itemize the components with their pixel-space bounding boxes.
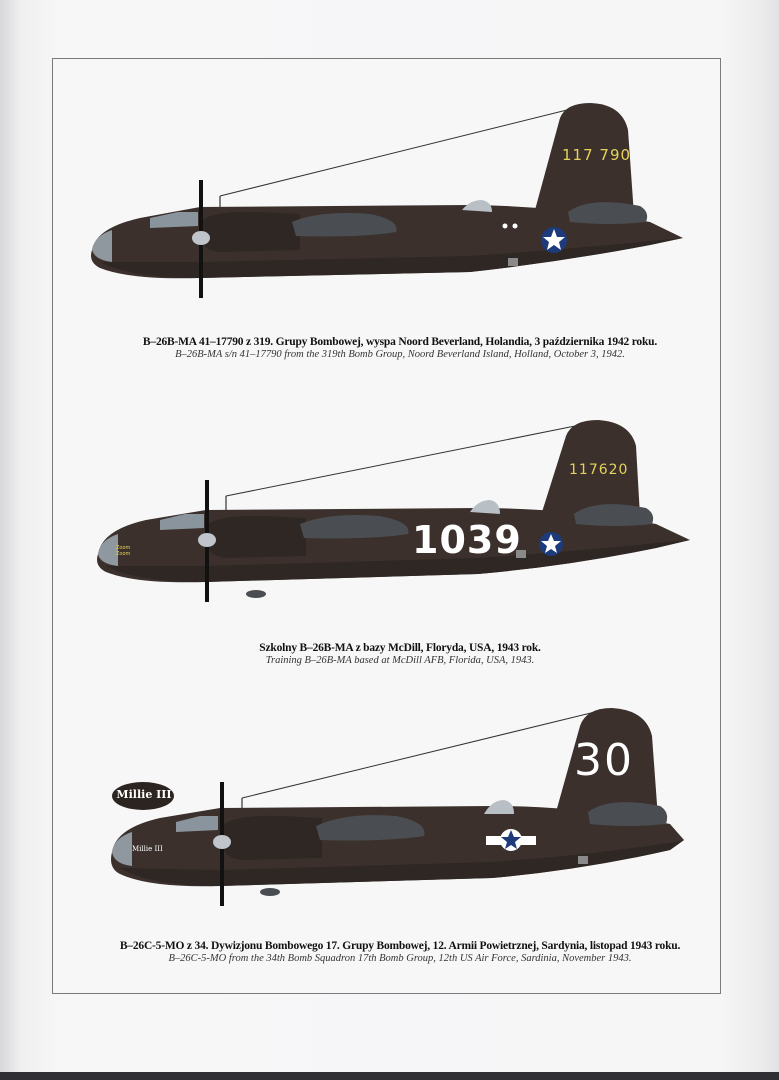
tail-number-2: 117620	[569, 462, 629, 478]
caption-3	[90, 940, 710, 964]
nose-text-2: Zoom Zoom	[116, 545, 131, 557]
caption-1	[90, 336, 710, 360]
caption-1-english: B–26B-MA s/n 41–17790 from the 319th Bomb Group, Noord Beverland Island, Holland, October 3, 1942.	[175, 349, 625, 360]
tail-number-1: 117 790	[562, 146, 632, 164]
b26-profile-3	[0, 700, 779, 915]
caption-1-polish: B–26B-MA 41–17790 z 319. Grupy Bombowej, wyspa Noord Beverland, Holandia, 3 października 1942 roku.	[142, 336, 658, 348]
caption-2-english: Training B–26B-MA based at McDill AFB, Florida, USA, 1943.	[265, 655, 535, 666]
fuselage-code-2: 1039	[412, 518, 522, 562]
page-bottom-edge	[0, 1072, 779, 1080]
tail-number-3: 30	[574, 735, 634, 786]
b26-profile-1	[0, 95, 779, 310]
caption-2	[90, 642, 710, 666]
nose-art-badge-3: Millie III	[116, 788, 172, 801]
nose-art-fuselage-3: Millie III	[132, 845, 163, 853]
caption-2-polish: Szkolny B–26B-MA z bazy McDill, Floryda, USA, 1943 rok.	[259, 642, 541, 654]
b26-profile-2	[0, 415, 779, 615]
caption-3-polish: B–26C-5-MO z 34. Dywizjonu Bombowego 17. Grupy Bombowej, 12. Armii Powietrznej, Sardynia, listopad 1943 roku.	[119, 940, 681, 952]
caption-3-english: B–26C-5-MO from the 34th Bomb Squadron 17th Bomb Group, 12th US Air Force, Sardinia, November 1943.	[168, 953, 632, 964]
